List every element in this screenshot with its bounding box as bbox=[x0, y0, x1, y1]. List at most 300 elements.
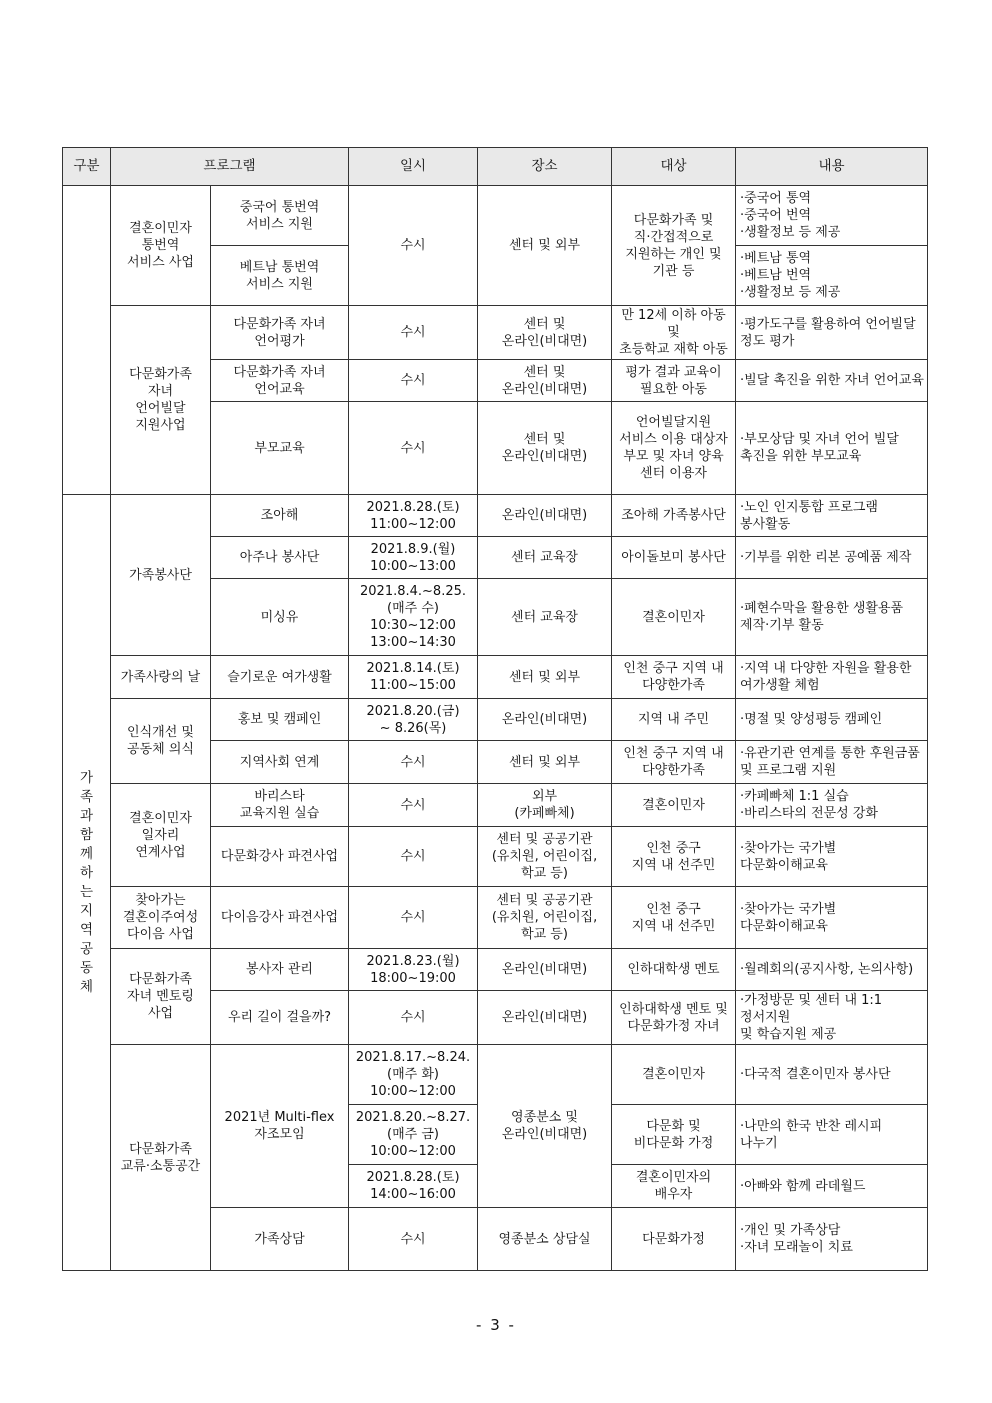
group-name bbox=[111, 949, 211, 1045]
text-line: 온라인(비대면) bbox=[501, 449, 588, 464]
text-line: 체 bbox=[79, 978, 94, 995]
text-line: ·부모상담 및 자녀 언어 빌달 bbox=[740, 432, 899, 447]
date-cell bbox=[349, 699, 478, 741]
text-line: 슬기로운 여가생활 bbox=[227, 669, 332, 685]
date-cell bbox=[349, 656, 478, 699]
program-cell bbox=[211, 741, 349, 784]
text-line: 아주나 봉사단 bbox=[239, 550, 320, 565]
text-line: 역 bbox=[79, 921, 94, 938]
text-line: 교육지원 실습 bbox=[239, 806, 320, 821]
text-line: 센터 및 bbox=[523, 364, 566, 380]
target-cell bbox=[612, 991, 736, 1045]
program-cell bbox=[211, 579, 349, 656]
text-line: 결혼이민자 bbox=[642, 609, 705, 625]
table-row bbox=[63, 1045, 928, 1105]
text-line: 수시 bbox=[400, 910, 426, 925]
text-line: 자녀 bbox=[147, 384, 174, 399]
text-line: 2021년 Multi-flex bbox=[224, 1110, 335, 1125]
table-row bbox=[63, 656, 928, 699]
text-line: 바리스타 bbox=[254, 789, 305, 804]
text-line: 다문화가족 bbox=[129, 972, 192, 987]
date-cell bbox=[349, 1165, 478, 1208]
text-line: 수시 bbox=[400, 1010, 426, 1025]
target-cell bbox=[612, 741, 736, 784]
date-cell bbox=[349, 991, 478, 1045]
text-line: 지역사회 연계 bbox=[239, 754, 320, 770]
content-cell bbox=[736, 699, 928, 741]
content-cell bbox=[736, 579, 928, 656]
text-line: 2021.8.28.(토) bbox=[366, 1170, 460, 1185]
text-line: 지역 내 선주민 bbox=[631, 918, 716, 934]
text-line: 10:30~12:00 bbox=[370, 618, 456, 633]
date-cell bbox=[349, 741, 478, 784]
text-line: (유치원, 어린이집, bbox=[491, 849, 598, 864]
text-line: 다문화 및 bbox=[646, 1118, 701, 1134]
text-line: 14:00~16:00 bbox=[370, 1187, 456, 1202]
place-cell bbox=[478, 887, 612, 949]
date-cell bbox=[349, 949, 478, 991]
text-line: 일자리 bbox=[141, 827, 180, 843]
text-line: 다양한가족 bbox=[642, 678, 705, 693]
target-cell bbox=[612, 656, 736, 699]
text-line: 우리 길이 걸을까? bbox=[227, 1010, 332, 1025]
text-line: 언어평가 bbox=[254, 333, 305, 349]
text-line: ·가정방문 및 센터 내 1:1 정서지원 bbox=[740, 993, 883, 1025]
content-cell bbox=[736, 887, 928, 949]
place-cell bbox=[478, 784, 612, 827]
program-cell bbox=[211, 495, 349, 537]
text-line: 센터 교육장 bbox=[511, 550, 578, 565]
target-cell bbox=[612, 495, 736, 537]
text-line: 10:00~12:00 bbox=[370, 1084, 456, 1099]
header-program: 프로그램 bbox=[111, 148, 349, 186]
text-line: 센터 및 외부 bbox=[508, 754, 581, 770]
text-line: ·바리스타의 전문성 강화 bbox=[740, 806, 878, 821]
content-cell bbox=[736, 360, 928, 402]
content-cell bbox=[736, 537, 928, 579]
text-line: ·폐현수막을 활용한 생활용품 bbox=[740, 601, 904, 616]
text-line: ·기부를 위한 리본 공예품 제작 bbox=[740, 550, 912, 565]
text-line: 다문화가족 bbox=[129, 367, 192, 382]
target-cell bbox=[612, 306, 736, 360]
text-line: 통번역 bbox=[141, 238, 180, 253]
group-name bbox=[111, 784, 211, 887]
date-cell: 수시 bbox=[349, 402, 478, 495]
text-line: 서비스 지원 bbox=[246, 276, 313, 292]
text-line: 언어빌달 bbox=[135, 401, 186, 416]
text-line: 가 bbox=[79, 769, 94, 786]
text-line: 영종분소 상담실 bbox=[498, 1231, 591, 1247]
text-line: 동 bbox=[79, 959, 94, 976]
target-cell bbox=[612, 827, 736, 887]
table-row bbox=[63, 784, 928, 827]
text-line: 평가 결과 교육이 bbox=[625, 364, 722, 380]
text-line: 가족사랑의 날 bbox=[120, 669, 201, 685]
text-line: 13:00~14:30 bbox=[370, 635, 456, 650]
text-line: 서비스 지원 bbox=[246, 216, 313, 232]
table-row bbox=[63, 887, 928, 949]
table-header-row bbox=[63, 148, 928, 186]
program-cell bbox=[211, 402, 349, 495]
place-cell bbox=[478, 656, 612, 699]
place-cell bbox=[478, 1208, 612, 1271]
text-line: ·중국어 번역 bbox=[740, 208, 812, 223]
category-cell-empty bbox=[63, 186, 111, 495]
program-cell bbox=[211, 360, 349, 402]
text-line: 온라인(비대면) bbox=[501, 333, 588, 349]
text-line: 인하대학생 멘토 및 bbox=[619, 1001, 728, 1017]
text-line: 필요한 아동 bbox=[640, 381, 707, 397]
text-line: 지원사업 bbox=[135, 418, 186, 433]
text-line: 결혼이민자 bbox=[642, 1067, 705, 1082]
text-line: 2021.8.14.(토) bbox=[366, 661, 460, 676]
content-cell bbox=[736, 306, 928, 360]
group-name bbox=[111, 186, 211, 306]
place-cell bbox=[478, 537, 612, 579]
program-cell bbox=[211, 784, 349, 827]
text-line: 하 bbox=[79, 864, 94, 881]
text-line: 결혼이주여성 bbox=[122, 910, 199, 925]
text-line: 지역 내 선주민 bbox=[631, 857, 716, 873]
content-cell bbox=[736, 741, 928, 784]
target-cell bbox=[612, 579, 736, 656]
text-line: 수시 bbox=[400, 797, 426, 813]
text-line: 자녀 멘토링 bbox=[127, 989, 194, 1004]
text-line: (유치원, 어린이집, bbox=[491, 910, 598, 925]
text-line: 2021.8.9.(월) bbox=[370, 541, 456, 557]
text-line: 센터 이용자 bbox=[640, 466, 707, 481]
text-line: 온라인(비대면) bbox=[501, 962, 588, 977]
text-line: 지역 내 주민 bbox=[637, 712, 710, 727]
target-cell bbox=[612, 887, 736, 949]
text-line: 조아해 가족봉사단 bbox=[621, 508, 726, 523]
date-cell: 수시 bbox=[349, 186, 478, 306]
group-name bbox=[111, 495, 211, 656]
text-line: 께 bbox=[79, 845, 94, 862]
program-cell bbox=[211, 306, 349, 360]
content-cell bbox=[736, 495, 928, 537]
text-line: 인천 중구 bbox=[646, 840, 701, 856]
text-line: ·빌달 촉진을 위한 자녀 언어교육 bbox=[740, 373, 924, 388]
table-row bbox=[63, 699, 928, 741]
text-line: 온라인(비대면) bbox=[501, 381, 588, 397]
content-cell bbox=[736, 784, 928, 827]
content-cell bbox=[736, 1045, 928, 1105]
content-cell bbox=[736, 991, 928, 1045]
category-cell-community bbox=[63, 495, 111, 1271]
date-cell bbox=[349, 1208, 478, 1271]
content-cell bbox=[736, 827, 928, 887]
text-line: 센터 및 외부 bbox=[508, 669, 581, 685]
content-cell bbox=[736, 1165, 928, 1208]
text-line: 다이음강사 파견사업 bbox=[220, 910, 339, 925]
header-target: 대상 bbox=[612, 148, 736, 186]
text-line: 수시 bbox=[400, 849, 426, 864]
text-line: 아이돌보미 봉사단 bbox=[621, 550, 726, 565]
text-line: 는 bbox=[79, 883, 94, 900]
target-cell bbox=[612, 1105, 736, 1165]
text-line: ·나만의 한국 반찬 레시피 bbox=[740, 1118, 883, 1134]
text-line: 자조모임 bbox=[254, 1127, 305, 1142]
text-line: 인천 중구 지역 내 bbox=[623, 661, 724, 676]
text-line: 봉사자 관리 bbox=[246, 962, 313, 977]
text-line: 기관 등 bbox=[652, 263, 695, 279]
text-line: 직·간접적으로 bbox=[633, 229, 714, 245]
program-cell bbox=[211, 699, 349, 741]
text-line: 수시 bbox=[400, 754, 426, 770]
text-line: ·생활정보 등 제공 bbox=[740, 285, 841, 300]
content-cell bbox=[736, 1105, 928, 1165]
date-cell bbox=[349, 537, 478, 579]
text-line: 다문화가족 bbox=[129, 1141, 192, 1157]
text-line: 여가생활 체험 bbox=[740, 678, 820, 693]
text-line: ·명절 및 양성평등 캠페인 bbox=[740, 712, 883, 727]
text-line: 11:00~12:00 bbox=[370, 516, 456, 532]
text-line: 2021.8.17.~8.24. bbox=[355, 1050, 471, 1065]
text-line: 연계사업 bbox=[135, 844, 186, 860]
text-line: 센터 및 bbox=[523, 316, 566, 332]
text-line: 제작·기부 활동 bbox=[740, 618, 824, 633]
program-cell bbox=[211, 1045, 349, 1208]
text-line: 및 학습지원 제공 bbox=[740, 1027, 837, 1042]
text-line: 부모교육 bbox=[254, 440, 305, 456]
text-line: 센터 및 bbox=[523, 432, 566, 447]
place-cell: 센터 및 외부 bbox=[478, 186, 612, 306]
content-cell bbox=[736, 246, 928, 306]
text-line: ·베트남 통역 bbox=[740, 251, 812, 266]
text-line: 교류·소통공간 bbox=[120, 1158, 201, 1174]
place-cell bbox=[478, 741, 612, 784]
program-cell bbox=[211, 827, 349, 887]
text-line: 다문화가족 자녀 bbox=[233, 364, 326, 380]
target-cell bbox=[612, 402, 736, 495]
text-line: 다문화가정 bbox=[642, 1231, 705, 1247]
text-line: 온라인(비대면) bbox=[501, 508, 588, 523]
text-line: 온라인(비대면) bbox=[501, 1010, 588, 1025]
text-line: 결혼이민자 bbox=[129, 810, 192, 826]
place-cell bbox=[478, 991, 612, 1045]
text-line: 다문화가족 자녀 bbox=[233, 316, 326, 332]
group-name bbox=[111, 656, 211, 699]
text-line: 가족봉사단 bbox=[129, 567, 192, 583]
header-place: 장소 bbox=[478, 148, 612, 186]
text-line: 2021.8.23.(월) bbox=[366, 953, 460, 969]
date-cell: 수시 bbox=[349, 360, 478, 402]
text-line: 촉진을 위한 부모교육 bbox=[740, 449, 862, 464]
place-cell bbox=[478, 402, 612, 495]
content-cell bbox=[736, 402, 928, 495]
target-cell bbox=[612, 699, 736, 741]
text-line: 부모 및 자녀 양육 bbox=[623, 449, 724, 464]
text-line: ·유관기관 연계를 통한 후원금품 bbox=[740, 746, 920, 761]
target-cell bbox=[612, 1208, 736, 1271]
text-line: ·카페빠체 1:1 실습 bbox=[740, 789, 849, 804]
text-line: ·베트남 번역 bbox=[740, 268, 812, 283]
content-cell bbox=[736, 949, 928, 991]
text-line: (매주 금) bbox=[387, 1127, 439, 1142]
text-line: ·지역 내 다양한 자원을 활용한 bbox=[740, 661, 912, 676]
place-cell bbox=[478, 699, 612, 741]
program-cell bbox=[211, 1208, 349, 1271]
text-line: 결혼이민자 bbox=[642, 797, 705, 813]
text-line: 2021.8.20.(금) bbox=[366, 703, 460, 719]
program-cell bbox=[211, 537, 349, 579]
text-line: 학교 등) bbox=[521, 927, 568, 942]
text-line: ·개인 및 가족상담 bbox=[740, 1223, 841, 1238]
text-line: 다이음 사업 bbox=[127, 927, 194, 942]
text-line: 조아해 bbox=[260, 508, 299, 523]
text-line: 가족상담 bbox=[254, 1231, 305, 1247]
text-line: 센터 및 공공기관 bbox=[496, 893, 593, 908]
text-line: 센터 및 공공기관 bbox=[496, 832, 593, 847]
program-cell bbox=[211, 186, 349, 246]
text-line: 인천 중구 bbox=[646, 901, 701, 917]
text-line: 외부 bbox=[531, 789, 558, 804]
text-line: 2021.8.20.~8.27. bbox=[355, 1110, 471, 1125]
text-line: ·찾아가는 국가별 다문화이해교육 bbox=[740, 901, 837, 934]
text-line: 서비스 사업 bbox=[127, 255, 194, 270]
text-line: 정도 평가 bbox=[740, 333, 795, 349]
target-cell bbox=[612, 949, 736, 991]
text-line: (매주 화) bbox=[387, 1067, 439, 1082]
program-cell bbox=[211, 887, 349, 949]
text-line: 2021.8.28.(토) bbox=[366, 499, 460, 515]
text-line: ·다국적 결혼이민자 봉사단 bbox=[740, 1067, 891, 1082]
target-cell bbox=[612, 186, 736, 306]
group-name bbox=[111, 306, 211, 495]
content-cell bbox=[736, 656, 928, 699]
text-line: 영종분소 및 bbox=[511, 1110, 578, 1125]
text-line: 인하대학생 멘토 bbox=[627, 962, 720, 977]
text-line: 10:00~13:00 bbox=[370, 558, 456, 574]
header-date: 일시 bbox=[349, 148, 478, 186]
table-row bbox=[63, 186, 928, 246]
date-cell bbox=[349, 1105, 478, 1165]
place-cell bbox=[478, 306, 612, 360]
place-cell bbox=[478, 949, 612, 991]
place-cell bbox=[478, 1045, 612, 1208]
header-category: 구분 bbox=[63, 148, 111, 186]
text-line: ·중국어 통역 bbox=[740, 191, 812, 206]
text-line: (매주 수) bbox=[387, 601, 439, 616]
text-line: 인천 중구 지역 내 bbox=[623, 746, 724, 761]
date-cell bbox=[349, 887, 478, 949]
text-line: 미싱유 bbox=[260, 609, 299, 625]
page-number: - 3 - bbox=[476, 1316, 516, 1334]
text-line: ~ 8.26(목) bbox=[379, 720, 447, 736]
text-line: 18:00~19:00 bbox=[370, 970, 456, 986]
text-line: 공 bbox=[79, 940, 94, 957]
text-line: 함 bbox=[79, 826, 94, 843]
text-line: 비다문화 가정 bbox=[633, 1135, 714, 1151]
target-cell bbox=[612, 537, 736, 579]
place-cell bbox=[478, 827, 612, 887]
text-line: 과 bbox=[79, 807, 94, 824]
place-cell bbox=[478, 495, 612, 537]
text-line: 인식개선 및 bbox=[127, 725, 194, 740]
program-cell bbox=[211, 246, 349, 306]
text-line: 다양한가족 bbox=[642, 763, 705, 778]
text-line: 초등학교 재학 아동 bbox=[619, 342, 728, 357]
date-cell bbox=[349, 784, 478, 827]
text-line: 중국어 통번역 bbox=[239, 199, 320, 215]
text-line: 언어빌달지원 bbox=[635, 415, 712, 430]
text-line: 온라인(비대면) bbox=[501, 712, 588, 727]
text-line: 수시 bbox=[400, 1231, 426, 1247]
place-cell bbox=[478, 360, 612, 402]
date-cell bbox=[349, 827, 478, 887]
text-line: 다문화가족 및 bbox=[633, 212, 714, 228]
text-line: 다문화강사 파견사업 bbox=[220, 849, 339, 864]
program-table bbox=[62, 147, 928, 1271]
text-line: ·아빠와 함께 라데월드 bbox=[740, 1178, 866, 1194]
text-line: 나누기 bbox=[740, 1135, 778, 1151]
text-line: 족 bbox=[79, 788, 94, 805]
program-cell bbox=[211, 991, 349, 1045]
text-line: 공동체 의식 bbox=[127, 742, 194, 757]
table-row bbox=[63, 495, 928, 537]
header-content: 내용 bbox=[736, 148, 928, 186]
group-name bbox=[111, 887, 211, 949]
text-line: 홍보 및 캠페인 bbox=[237, 712, 322, 727]
target-cell bbox=[612, 1045, 736, 1105]
program-cell bbox=[211, 656, 349, 699]
text-line: ·자녀 모래놀이 치료 bbox=[740, 1240, 853, 1255]
text-line: 베트남 통번역 bbox=[239, 259, 320, 275]
date-cell: 수시 bbox=[349, 306, 478, 360]
text-line: 결혼이민자 bbox=[129, 221, 192, 236]
content-cell bbox=[736, 186, 928, 246]
text-line: 지 bbox=[79, 902, 94, 919]
text-line: (카페빠체) bbox=[514, 806, 575, 821]
text-line: 2021.8.4.~8.25. bbox=[360, 584, 467, 599]
content-cell bbox=[736, 1208, 928, 1271]
target-cell bbox=[612, 360, 736, 402]
text-line: 다문화가정 자녀 bbox=[627, 1018, 720, 1034]
date-cell bbox=[349, 1045, 478, 1105]
text-line: 배우자 bbox=[654, 1187, 693, 1202]
place-cell bbox=[478, 579, 612, 656]
text-line: ·노인 인지통합 프로그램 봉사활동 bbox=[740, 499, 878, 532]
table-row bbox=[63, 306, 928, 360]
text-line: ·생활정보 등 제공 bbox=[740, 225, 841, 240]
text-line: 언어교육 bbox=[254, 381, 305, 397]
text-line: 및 프로그램 지원 bbox=[740, 763, 837, 778]
text-line: 서비스 이용 대상자 bbox=[619, 432, 728, 447]
text-line: ·월례회의(공지사항, 논의사항) bbox=[740, 962, 914, 977]
group-name bbox=[111, 699, 211, 784]
text-line: ·찾아가는 국가별 다문화이해교육 bbox=[740, 840, 837, 873]
text-line: 지원하는 개인 및 bbox=[625, 246, 722, 262]
text-line: 찾아가는 bbox=[135, 893, 186, 908]
text-line: 10:00~12:00 bbox=[370, 1144, 456, 1159]
date-cell bbox=[349, 579, 478, 656]
text-line: 온라인(비대면) bbox=[501, 1127, 588, 1142]
text-line: 결혼이민자의 bbox=[635, 1170, 712, 1185]
target-cell bbox=[612, 784, 736, 827]
text-line: 11:00~15:00 bbox=[370, 678, 456, 693]
date-cell bbox=[349, 495, 478, 537]
text-line: 학교 등) bbox=[521, 866, 568, 881]
target-cell bbox=[612, 1165, 736, 1208]
text-line: 만 12세 이하 아동 및 bbox=[621, 308, 726, 340]
text-line: ·평가도구를 활용하여 언어빌달 bbox=[740, 316, 916, 332]
text-line: 사업 bbox=[147, 1006, 174, 1021]
group-name bbox=[111, 1045, 211, 1271]
text-line: 센터 교육장 bbox=[511, 609, 578, 625]
program-cell bbox=[211, 949, 349, 991]
table-row bbox=[63, 949, 928, 991]
